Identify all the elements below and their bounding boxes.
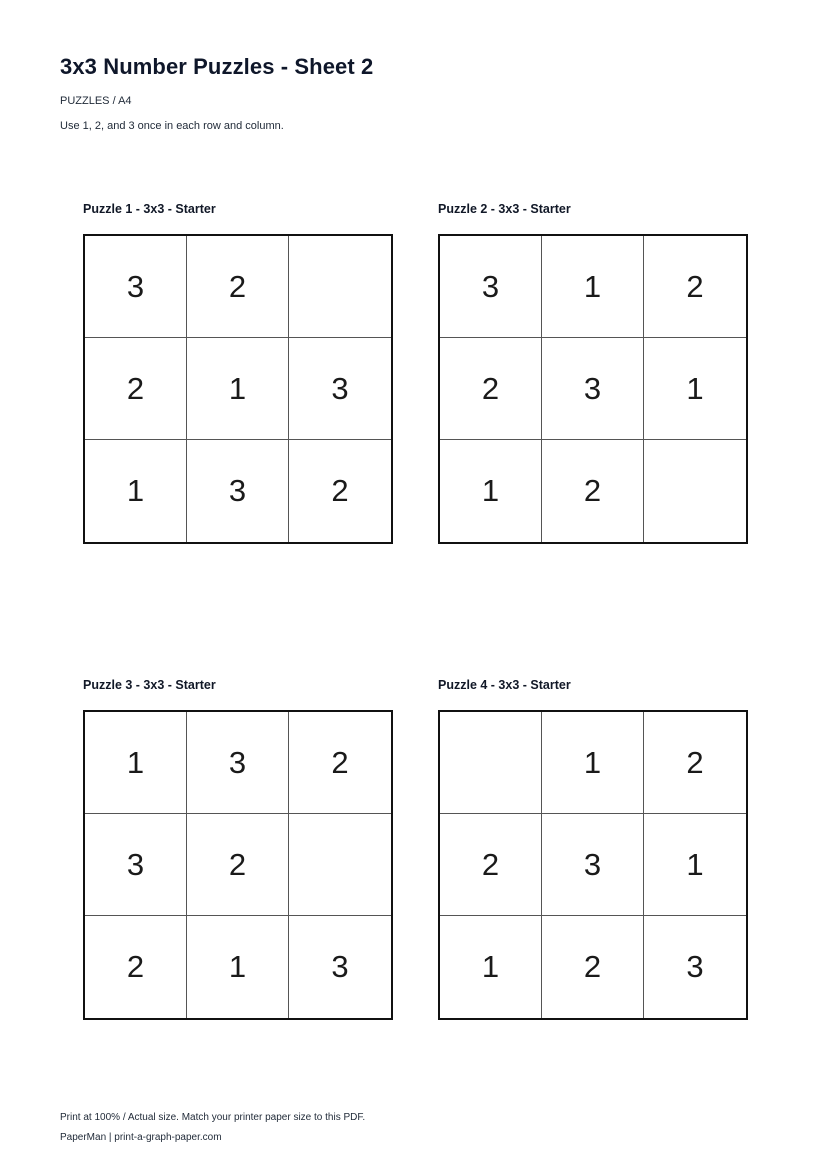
grid-cell[interactable]: 3 xyxy=(187,440,289,542)
grid-cell[interactable]: 1 xyxy=(644,338,746,440)
grid-cell[interactable]: 3 xyxy=(440,236,542,338)
grid-cell[interactable]: 1 xyxy=(542,712,644,814)
grid-cell[interactable]: 3 xyxy=(85,814,187,916)
footer-credit: PaperMan | print-a-graph-paper.com xyxy=(60,1132,222,1143)
puzzle-label: Puzzle 1 - 3x3 - Starter xyxy=(83,202,216,216)
grid-cell[interactable]: 3 xyxy=(331,949,349,984)
grid-cell[interactable]: 2 xyxy=(331,473,349,508)
grid-cell[interactable] xyxy=(440,712,542,814)
grid-cell[interactable]: 1 xyxy=(187,916,289,1018)
grid-cell[interactable]: 1 xyxy=(542,236,644,338)
grid-cell[interactable]: 1 xyxy=(440,440,542,542)
page-subtitle: PUZZLES / A4 xyxy=(60,95,132,107)
puzzle-1 xyxy=(83,201,393,544)
page-title: 3x3 Number Puzzles - Sheet 2 xyxy=(60,54,374,79)
puzzle-grid xyxy=(83,234,393,544)
grid-cell[interactable]: 1 xyxy=(644,814,746,916)
puzzle-2 xyxy=(438,201,748,544)
grid-cell[interactable]: 1 xyxy=(187,338,289,440)
puzzle-grid xyxy=(83,710,393,1020)
grid-cell[interactable]: 2 xyxy=(440,814,542,916)
grid-cell[interactable]: 3 xyxy=(542,814,644,916)
grid-cell[interactable]: 2 xyxy=(85,338,187,440)
instructions-text: Use 1, 2, and 3 once in each row and column. xyxy=(60,120,284,132)
puzzle-label: Puzzle 3 - 3x3 - Starter xyxy=(83,678,216,692)
grid-cell[interactable]: 2 xyxy=(440,338,542,440)
grid-cell[interactable]: 3 xyxy=(187,712,289,814)
grid-cell[interactable]: 3 xyxy=(686,949,704,984)
puzzle-3 xyxy=(83,677,393,1020)
grid-cell[interactable]: 1 xyxy=(85,712,187,814)
grid-cell[interactable]: 2 xyxy=(542,440,644,542)
grid-cell[interactable] xyxy=(644,440,746,542)
puzzle-label: Puzzle 4 - 3x3 - Starter xyxy=(438,678,571,692)
puzzle-grid xyxy=(438,234,748,544)
grid-cell[interactable]: 2 xyxy=(542,916,644,1018)
grid-cell[interactable]: 2 xyxy=(644,712,746,814)
grid-cell[interactable]: 3 xyxy=(85,236,187,338)
grid-cell[interactable]: 3 xyxy=(289,338,391,440)
puzzle-label: Puzzle 2 - 3x3 - Starter xyxy=(438,202,571,216)
grid-cell[interactable]: 2 xyxy=(85,916,187,1018)
print-note: Print at 100% / Actual size. Match your printer paper size to this PDF. xyxy=(60,1112,366,1123)
grid-cell[interactable]: 2 xyxy=(187,236,289,338)
grid-cell[interactable] xyxy=(289,814,391,916)
grid-cell[interactable]: 1 xyxy=(85,440,187,542)
puzzle-grid xyxy=(438,710,748,1020)
grid-cell[interactable]: 1 xyxy=(440,916,542,1018)
grid-cell[interactable]: 2 xyxy=(289,712,391,814)
grid-cell[interactable]: 2 xyxy=(644,236,746,338)
grid-cell[interactable]: 3 xyxy=(542,338,644,440)
grid-cell[interactable]: 2 xyxy=(187,814,289,916)
puzzle-4 xyxy=(438,677,748,1020)
grid-cell[interactable] xyxy=(289,236,391,338)
